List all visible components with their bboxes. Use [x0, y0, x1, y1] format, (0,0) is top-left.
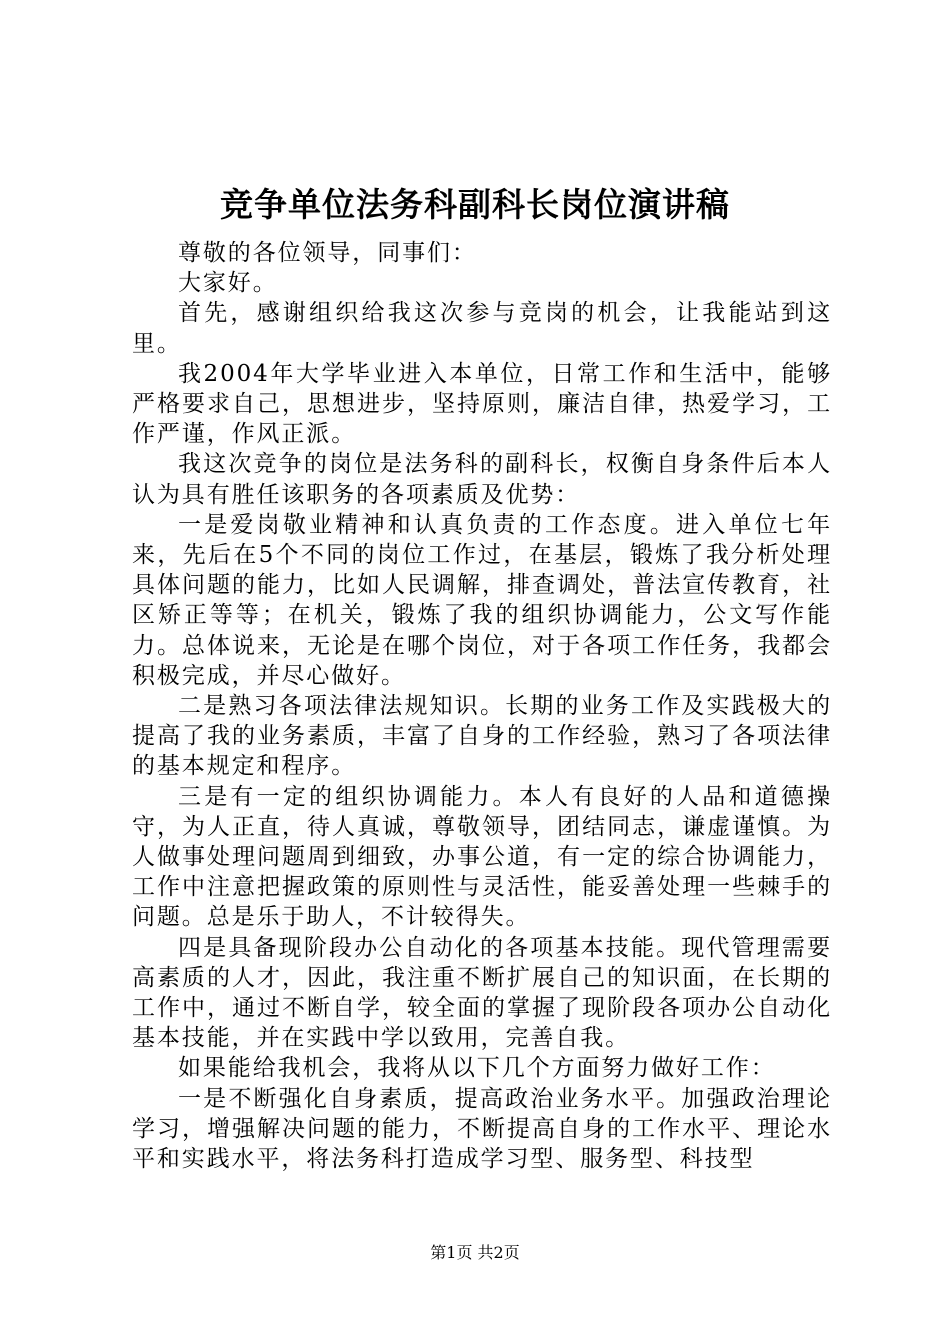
paragraph-plan-one: 一是不断强化自身素质，提高政治业务水平。加强政治理论学习，增强解决问题的能力，不断提高自身的工作水平、理论水平和实践水平，将法务科打造成学习型、服务型、科技型: [132, 1085, 832, 1173]
paragraph-position: 我这次竞争的岗位是法务科的副科长，权衡自身条件后本人认为具有胜任该职务的各项素质及优势：: [132, 451, 832, 508]
document-title: 竞争单位法务科副科长岗位演讲稿: [220, 185, 730, 224]
paragraph-strength-two: 二是熟习各项法律法规知识。长期的业务工作及实践极大的提高了我的业务素质，丰富了自身的工作经验，熟习了各项法律的基本规定和程序。: [132, 693, 832, 780]
paragraph-opening: 首先，感谢组织给我这次参与竞岗的机会，让我能站到这里。: [132, 300, 832, 357]
document-body: [132, 238, 832, 1174]
paragraph-background: 我2004年大学毕业进入本单位，日常工作和生活中，能够严格要求自己，思想进步，坚持原则，廉洁自律，热爱学习，工作严谨，作风正派。: [132, 360, 832, 448]
paragraph-strength-three: 三是有一定的组织协调能力。本人有良好的人品和道德操守，为人正直，待人真诚，尊敬领导，团结同志，谦虚谨慎。为人做事处理问题周到细致，办事公道，有一定的综合协调能力，工作中注意把握政策的原则性与灵活性，能妥善处理一些棘手的问题。总是乐于助人，不计较得失。: [132, 783, 832, 931]
page-number-footer: 第1页 共2页: [430, 1243, 520, 1262]
paragraph-greeting: 大家好。: [178, 270, 278, 297]
paragraph-plan-intro: 如果能给我机会，我将从以下几个方面努力做好工作：: [178, 1055, 776, 1082]
paragraph-strength-one: 一是爱岗敬业精神和认真负责的工作态度。进入单位七年来，先后在5个不同的岗位工作过，在基层，锻炼了我分析处理具体问题的能力，比如人民调解，排查调处，普法宣传教育，社区矫正等等；在机关，锻炼了我的组织协调能力，公文写作能力。总体说来，无论是在哪个岗位，对于各项工作任务，我都会积极完成，并尽心做好。: [132, 511, 832, 689]
paragraph-strength-four: 四是具备现阶段办公自动化的各项基本技能。现代管理需要高素质的人才，因此，我注重不断扩展自己的知识面，在长期的工作中，通过不断自学，较全面的掌握了现阶段各项办公自动化基本技能，并在实践中学以致用，完善自我。: [132, 934, 832, 1052]
paragraph-salutation: 尊敬的各位领导，同事们：: [178, 240, 477, 266]
